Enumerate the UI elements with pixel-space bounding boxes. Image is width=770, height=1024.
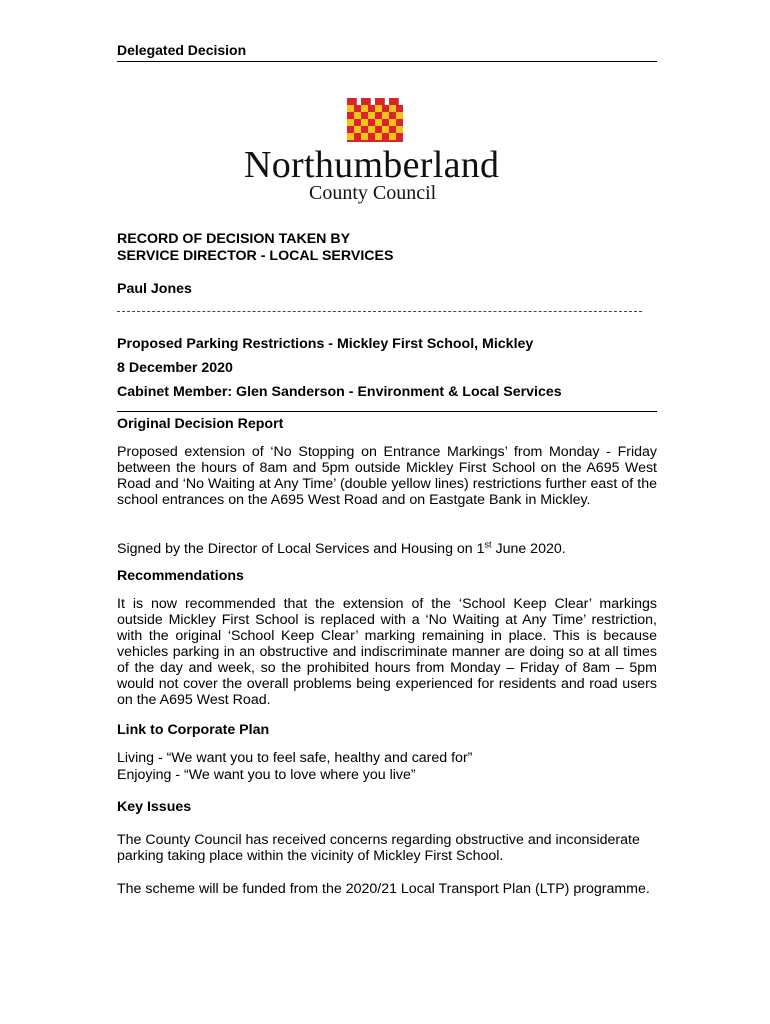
decision-date: 8 December 2020: [117, 360, 233, 376]
record-heading-line1: RECORD OF DECISION TAKEN BY: [117, 231, 351, 247]
corporate-plan-heading: Link to Corporate Plan: [117, 722, 270, 738]
logo-wordmark: Northumberland: [244, 144, 500, 186]
record-heading-line2: SERVICE DIRECTOR - LOCAL SERVICES: [117, 248, 394, 264]
recommendations-paragraph: It is now recommended that the extension of the ‘School Keep Clear’ markings outside Mickley First School is replaced with a ‘No Waiting at Any Time’ restriction, with the original ‘School Keep Clear’ marking remaining in place. This is because vehicles parking in an obstructive and indiscriminate manner are doing so at all times of the day and week, so the prohibited hours from Monday – Friday of 8am – 5pm would not cover the overall problems being experienced for residents and road users on the A695 West Road.: [117, 596, 657, 708]
key-issues-paragraph-1: The County Council has received concerns regarding obstructive and inconsiderate parking taking place within the vicinity of Mickley First School.: [117, 832, 640, 864]
recommendations-heading: Recommendations: [117, 568, 244, 584]
key-issues-paragraph-2: The scheme will be funded from the 2020/21 Local Transport Plan (LTP) programme.: [117, 881, 650, 897]
corporate-plan-living: Living - “We want you to feel safe, healthy and cared for”: [117, 750, 473, 766]
original-report-heading: Original Decision Report: [117, 416, 284, 432]
corporate-plan-enjoying: Enjoying - “We want you to love where you live”: [117, 767, 416, 783]
section-rule: [117, 411, 657, 412]
header-rule: [117, 61, 657, 62]
header-title: Delegated Decision: [117, 42, 247, 58]
decision-subject: Proposed Parking Restrictions - Mickley First School, Mickley: [117, 336, 534, 352]
council-logo: [117, 98, 657, 208]
logo-subtitle: County Council: [309, 182, 437, 204]
key-issues-heading: Key Issues: [117, 799, 192, 815]
name-underline: [117, 311, 642, 312]
signed-statement: Signed by the Director of Local Services and Housing on 1st June 2020.: [117, 539, 566, 557]
decision-maker-name: Paul Jones: [117, 281, 192, 297]
original-report-paragraph: Proposed extension of ‘No Stopping on Entrance Markings’ from Monday - Friday between the hours of 8am and 5pm outside Mickley First School on the A695 West Road and ‘No Waiting at Any Time’ (double yellow lines) restrictions further east of the school entrances on the A695 West Road and on Eastgate Bank in Mickley.: [117, 444, 657, 508]
cabinet-member: Cabinet Member: Glen Sanderson - Environment & Local Services: [117, 384, 562, 400]
crest-icon: [347, 98, 403, 142]
